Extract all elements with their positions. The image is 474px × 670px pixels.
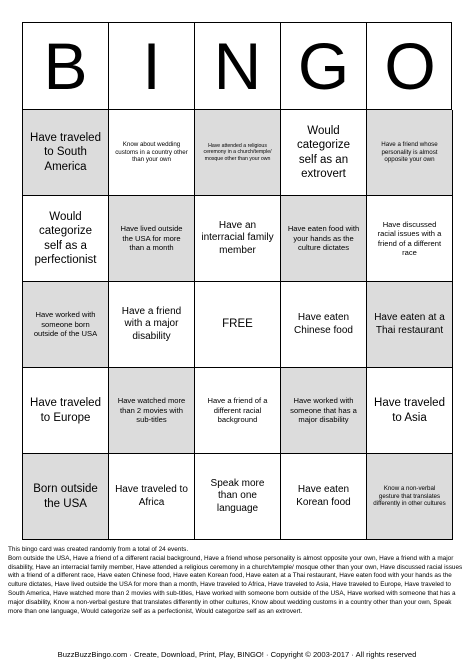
bingo-cell-text: Have eaten at a Thai restaurant [374,312,445,336]
bingo-cell-text: Have eaten Chinese food [294,312,353,336]
bingo-cell[interactable] [367,110,453,196]
bingo-cell-text: Have traveled to Africa [115,484,188,508]
event-count-note: This bingo card was created randomly from a total of 24 events. [8,546,189,553]
bingo-cell[interactable] [281,196,367,282]
bingo-cell[interactable] [23,454,109,540]
bingo-cell[interactable] [109,368,195,454]
bingo-cell[interactable] [109,110,195,196]
bingo-cell-text: Have watched more than 2 movies with sub-titles [117,396,186,425]
bingo-cell[interactable] [195,110,281,196]
bingo-cell-text: Have a friend of a different racial background [207,396,268,425]
header-letter-o: O [384,29,436,103]
bingo-card [22,22,452,540]
bingo-cell[interactable] [281,110,367,196]
bingo-cell-text: Have eaten Korean food [296,484,351,508]
bingo-cell[interactable] [195,196,281,282]
bingo-cell[interactable] [281,454,367,540]
bingo-grid [22,110,452,540]
bingo-cell[interactable] [23,368,109,454]
bingo-cell-text: Know about wedding customs in a country other than your own [115,140,188,164]
bingo-cell[interactable] [23,110,109,196]
bingo-cell-text: Have worked with someone born outside of the USA [33,310,98,339]
bingo-cell[interactable] [109,196,195,282]
bingo-cell-text: Have a friend whose personality is almost opposite your own [381,140,438,164]
bingo-cell-text: Would categorize self as a perfectionist [34,210,97,266]
bingo-cell-text: Know a non-verbal gesture that translates differently in other cultures [373,484,446,508]
bingo-cell[interactable] [23,196,109,282]
bingo-cell-text: Have attended a religious ceremony in a church/temple/ mosque other than your own [203,142,272,162]
bingo-cell-text: Speak more than one language [210,477,265,514]
bingo-cell-text: Have an interracial family member [201,219,274,256]
free-space-cell[interactable] [195,282,281,368]
bingo-cell[interactable] [109,454,195,540]
bingo-cell-text: FREE [222,318,253,331]
header-letter-g: G [281,23,367,109]
bingo-cell-text: Born outside the USA [33,483,98,510]
bingo-cell[interactable] [367,282,453,368]
bingo-cell[interactable] [23,282,109,368]
bingo-cell-text: Have traveled to South America [30,131,101,173]
header-letter-i: I [109,23,195,109]
bingo-cell-text: Have traveled to Europe [30,397,101,424]
bingo-cell-text: Have discussed racial issues with a friend of a different race [377,219,442,257]
bingo-cell[interactable] [367,454,453,540]
bingo-cell[interactable] [367,368,453,454]
bingo-cell-text: Have eaten food with your hands as the culture dictates [287,224,360,253]
bingo-cell-text: Would categorize self as an extrovert [296,124,351,180]
bingo-cell-text: Have traveled to Asia [374,397,445,424]
event-description [8,546,466,617]
bingo-header [22,22,452,110]
header-letter-n: N [195,23,281,109]
credit-line: BuzzBuzzBingo.com · Create, Download, Print, Play, BINGO! · Copyright © 2003-2017 · All rights reserved [57,650,417,659]
bingo-cell[interactable] [281,368,367,454]
bingo-cell-text: Have a friend with a major disability [121,305,182,342]
bingo-cell[interactable] [367,196,453,282]
bingo-cell[interactable] [109,282,195,368]
bingo-cell-text: Have lived outside the USA for more than a month [120,224,183,253]
header-letter-b: B [23,23,109,109]
bingo-cell[interactable] [195,368,281,454]
event-list: Born outside the USA, Have a friend of a different racial background, Have a friend whose personality is almost opposite your own, Have a friend with a major disability, Have an interracial family member, Have attended a religious ceremony in a church/temple/ mosque other than your own, Have discussed racial issues with a friend of a different race, Have eaten Chinese food, Have eaten Korean food, Have eaten at a Thai restaurant, Have eaten food with your hands as the culture dictates, Have lived outside the USA for more than a month, Have traveled to Africa, Have traveled to Asia, Have traveled to Europe, Have traveled to South America, Have watched more than 2 movies with sub-titles, Have worked with someone born outside of the USA, Have worked with someone that has a major disability, Know a non-verbal gesture that translates differently in other cultures, Know about wedding customs in a country other than your own, Speak more than one language, Would categorize self as a perfectionist, Would categorize self as an extrovert. [8,554,463,615]
bingo-cell[interactable] [281,282,367,368]
bingo-cell[interactable] [195,454,281,540]
bingo-cell-text: Have worked with someone that has a major disability [290,396,357,425]
